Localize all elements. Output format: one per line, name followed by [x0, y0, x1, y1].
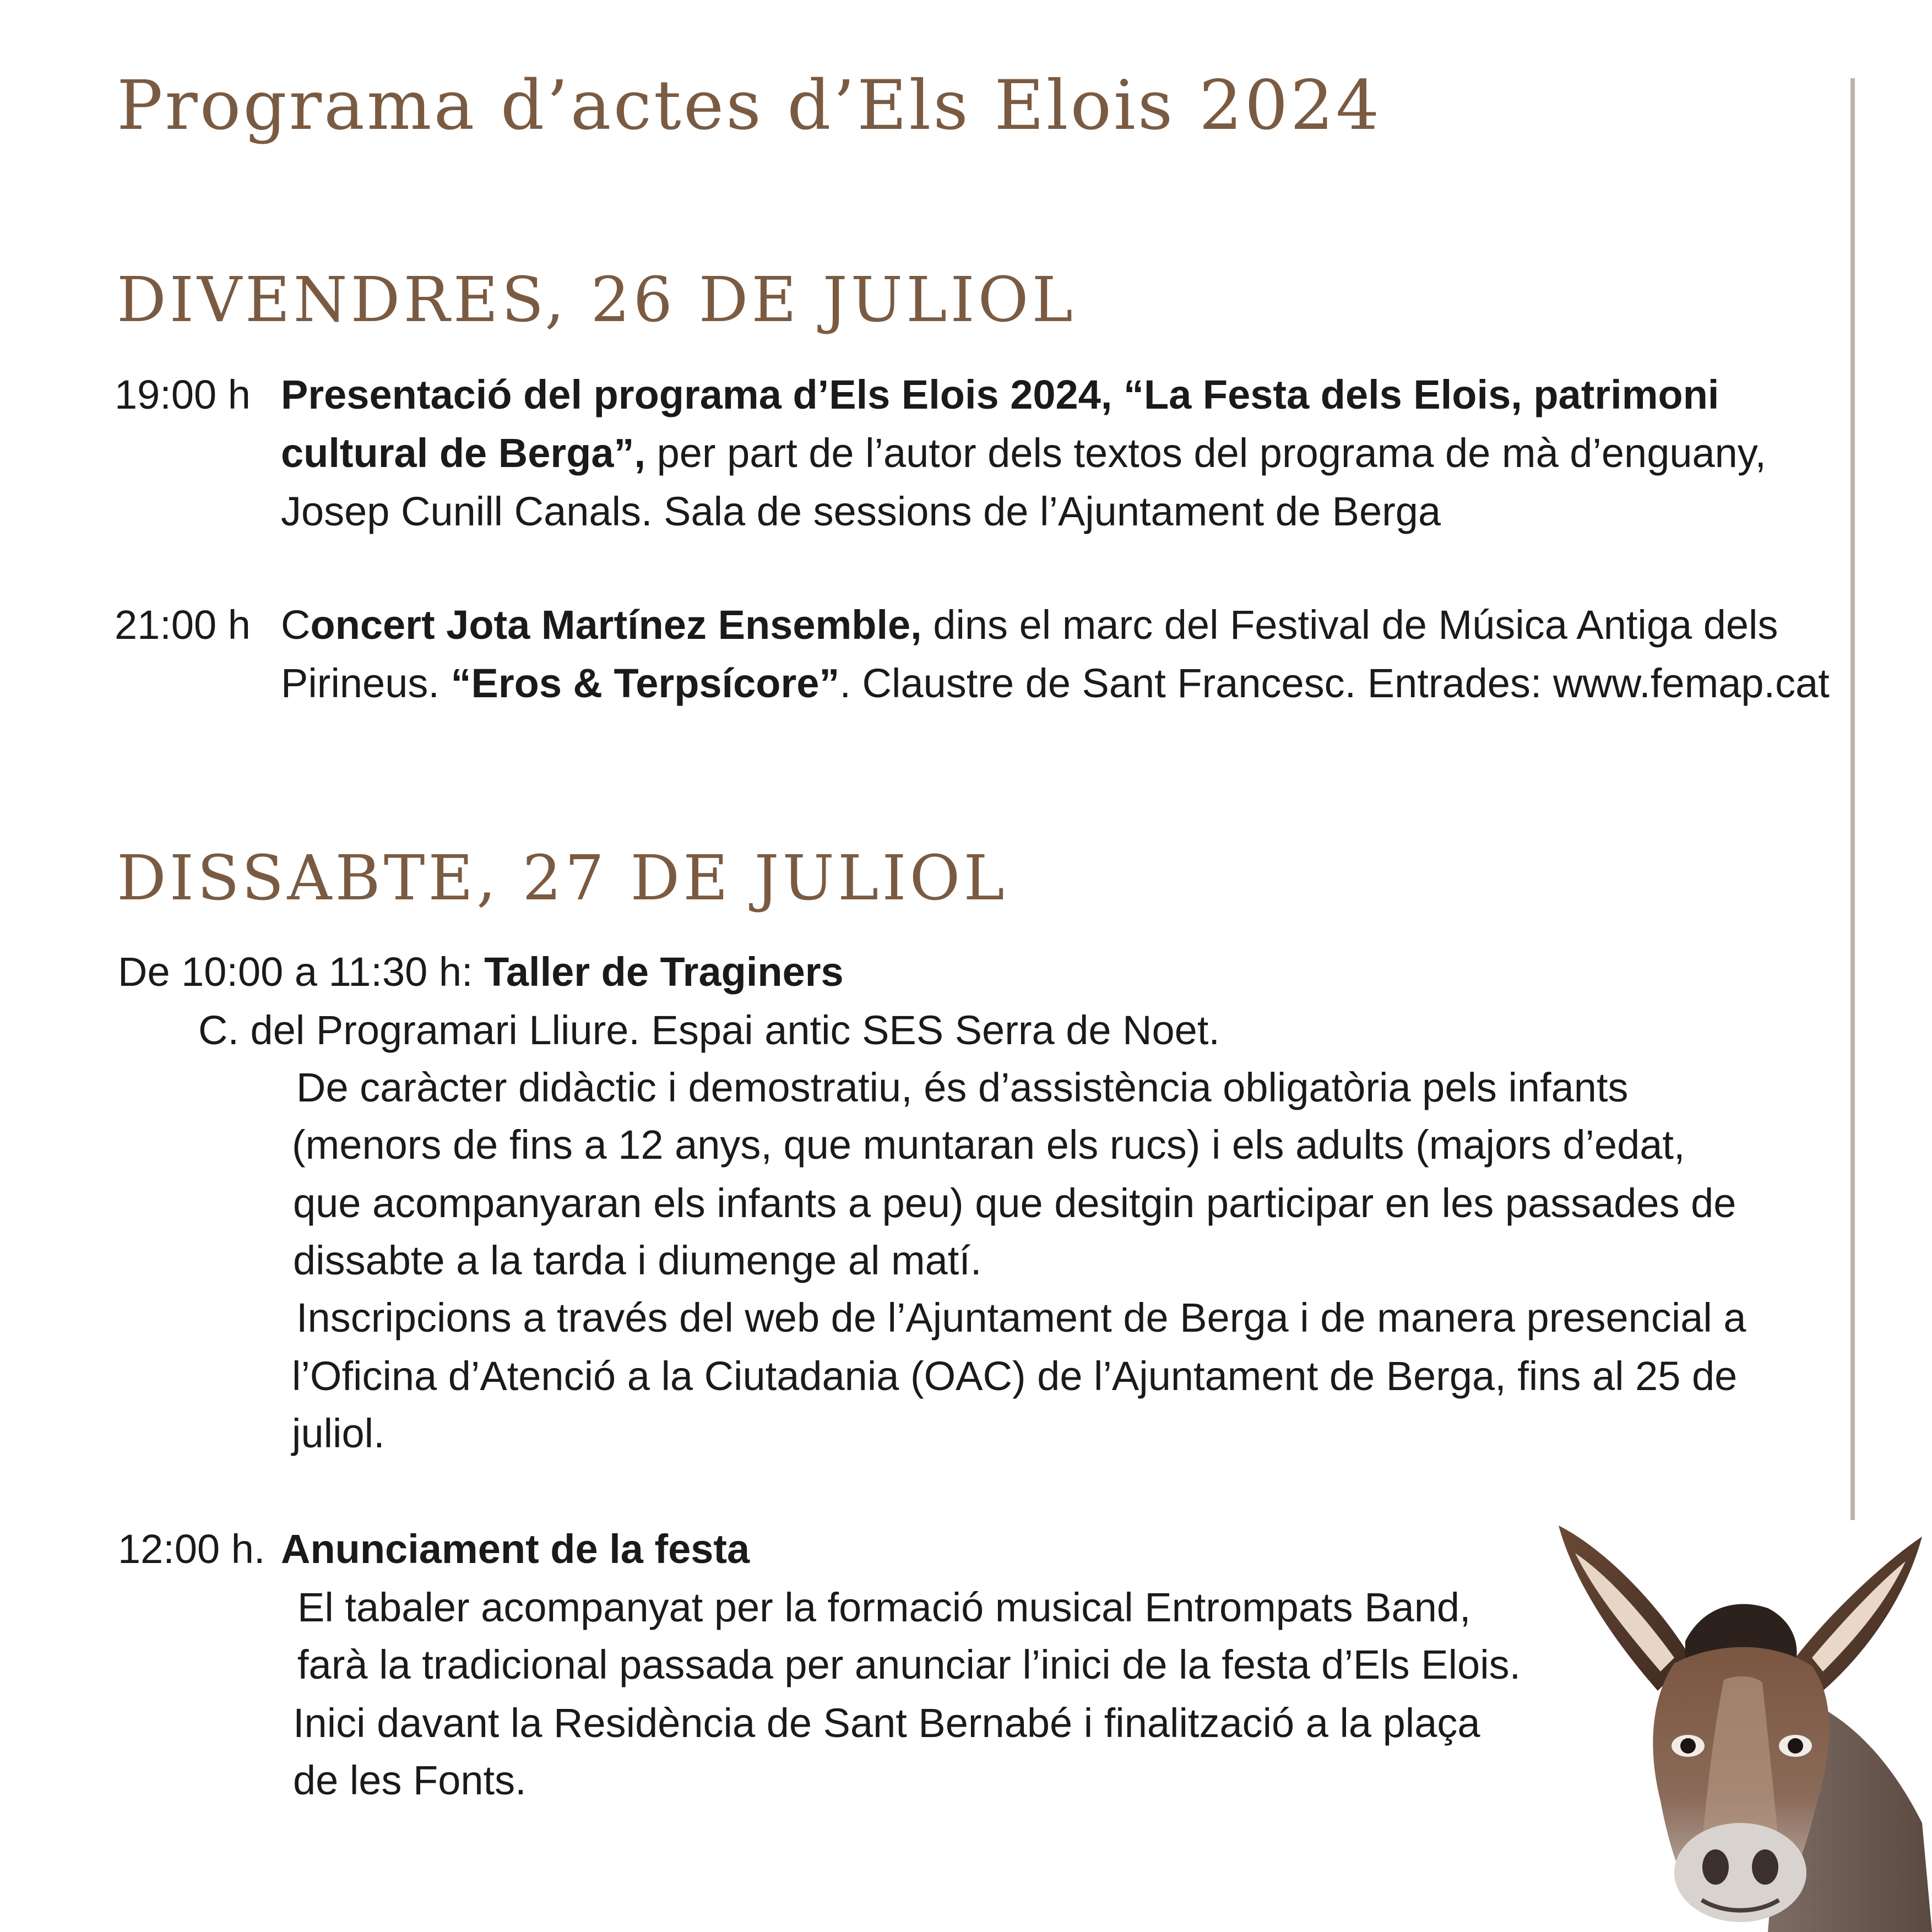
- event-text-line: l’Oficina d’Atenció a la Ciutadania (OAC) de l’Ajuntament de Berga, fins al 25 de: [292, 1353, 1738, 1399]
- day-heading-friday: DIVENDRES, 26 DE JULIOL: [117, 264, 1076, 336]
- vertical-divider: [1850, 78, 1855, 1520]
- event-time-line: [118, 943, 844, 1001]
- event-text-line: Inscripcions a través del web de l’Ajuntament de Berga i de manera presencial a: [296, 1295, 1746, 1341]
- event-text-line: De caràcter didàctic i demostratiu, és d’assistència obligatòria pels infants: [296, 1065, 1629, 1110]
- event-title-part: cultural de Berga”,: [281, 430, 646, 476]
- event-text-line: El tabaler acompanyat per la formació musical Entrompats Band,: [297, 1584, 1471, 1630]
- event-text-line: dissabte a la tarda i diumenge al matí.: [293, 1238, 982, 1283]
- event-location: C. del Programari Lliure. Espai antic SES Serra de Noet.: [198, 1007, 1220, 1053]
- donkey-illustration: [1537, 1515, 1932, 1932]
- event-text-part: Pirineus.: [281, 660, 451, 706]
- event-text-line: Josep Cunill Canals. Sala de sessions de l’Ajuntament de Berga: [281, 489, 1441, 534]
- event-text-line: que acompanyaran els infants a peu) que desitgin participar en les passades de: [293, 1180, 1736, 1226]
- event-text-line: [281, 654, 1830, 713]
- event-text-part: dins el marc del Festival de Música Antiga dels: [921, 602, 1778, 648]
- event-text-line: Inici davant la Residència de Sant Bernabé i finalització a la plaça: [293, 1700, 1480, 1746]
- event-text-part: C: [281, 602, 311, 648]
- event-time: 19:00 h: [115, 372, 251, 417]
- event-title: Taller de Traginers: [484, 949, 844, 995]
- event-text-part: per part de l’autor dels textos del programa de mà d’enguany,: [645, 430, 1766, 476]
- event-title-part: oncert Jota Martínez Ensemble,: [310, 602, 922, 648]
- page-title: Programa d’actes d’Els Elois 2024: [117, 66, 1382, 145]
- event-text-line: [281, 596, 1778, 654]
- event-title-line: Presentació del programa d’Els Elois 2024, “La Festa dels Elois, patrimoni: [281, 372, 1719, 417]
- day-heading-saturday: DISSABTE, 27 DE JULIOL: [117, 843, 1008, 914]
- event-text-line: (menors de fins a 12 anys, que muntaran els rucs) i els adults (majors d’edat,: [292, 1122, 1685, 1168]
- event-time: 12:00 h.: [118, 1526, 265, 1572]
- event-text-line: de les Fonts.: [293, 1757, 527, 1803]
- event-time: 21:00 h: [115, 602, 251, 648]
- event-title: Anunciament de la festa: [281, 1526, 750, 1572]
- event-text-line: farà la tradicional passada per anunciar l’inici de la festa d’Els Elois.: [297, 1642, 1521, 1687]
- event-title-part: “Eros & Terpsícore”: [451, 660, 840, 706]
- event-text-line: juliol.: [292, 1410, 385, 1456]
- event-text-line: [281, 424, 1766, 482]
- event-text-part: . Claustre de Sant Francesc. Entrades: www.femap.cat: [839, 660, 1830, 706]
- event-time: De 10:00 a 11:30 h:: [118, 949, 485, 995]
